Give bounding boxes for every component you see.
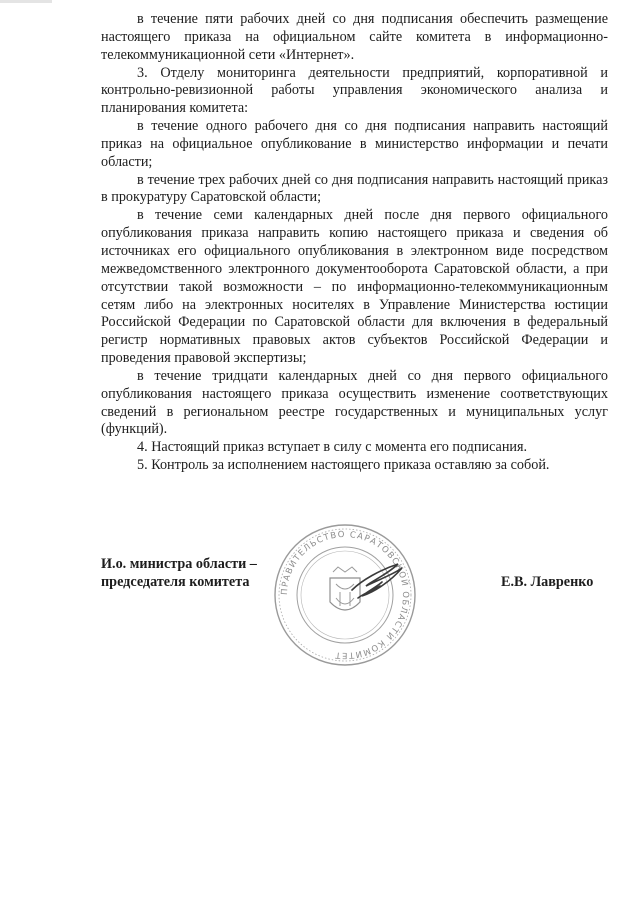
paragraph-publish-website: в течение пяти рабочих дней со дня подписания обеспечить размещение настоящего приказа на официальном сайте комитета в информационно-телекоммуникационной сети «Интернет». [101,11,608,63]
paragraph-ministry-justice: в течение семи календарных дней после дня первого официального опубликования приказа направить копию настоящего приказа и сведения об источниках его официального опубликования в электронном виде посредством межведомственного электронного документооборота Саратовской области, а при отсутствии такой возможности – по информационно-телекоммуникационным сетям либо на электронных носителях в Управление Министерства юстиции Российской Федерации по Саратовской области для включения в федеральный регистр нормативных правовых актов субъектов Российской Федерации и проведения правовой экспертизы; [101,207,608,367]
signatory-position-line1: И.о. министра области – [101,556,257,572]
paragraph-item-4: 4. Настоящий приказ вступает в силу с момента его подписания. [137,439,528,456]
paragraph-prosecutor: в течение трех рабочих дней со дня подписания направить настоящий приказ в прокуратуру Саратовской области; [101,171,608,206]
svg-text:ПРАВИТЕЛЬСТВО САРАТОВСКОЙ ОБЛА: ПРАВИТЕЛЬСТВО САРАТОВСКОЙ ОБЛАСТИ КОМИТЕТ [279,529,411,661]
signatory-name: Е.В. Лавренко [501,574,594,590]
signatory-position [101,555,257,591]
paragraph-official-publication: в течение одного рабочего дня со дня подписания направить настоящий приказ на официальное опубликование в министерство информации и печати области; [101,118,608,170]
paragraph-item-3: 3. Отделу мониторинга деятельности предприятий, корпоративной и контрольно-ревизионной работы управления экономического анализа и планирования комитета: [101,64,608,117]
scan-edge-mark [0,0,52,3]
official-seal [270,520,420,670]
document-body [101,11,608,475]
signatory-position-line2: председателя комитета [101,574,250,590]
paragraph-item-5: 5. Контроль за исполнением настоящего приказа оставляю за собой. [137,457,550,474]
paragraph-registry-update: в течение тридцати календарных дней со дня первого официального опубликования настоящего приказа осуществить изменение соответствующих сведений в региональном реестре государственных и муниципальных услуг (функций). [101,367,608,438]
